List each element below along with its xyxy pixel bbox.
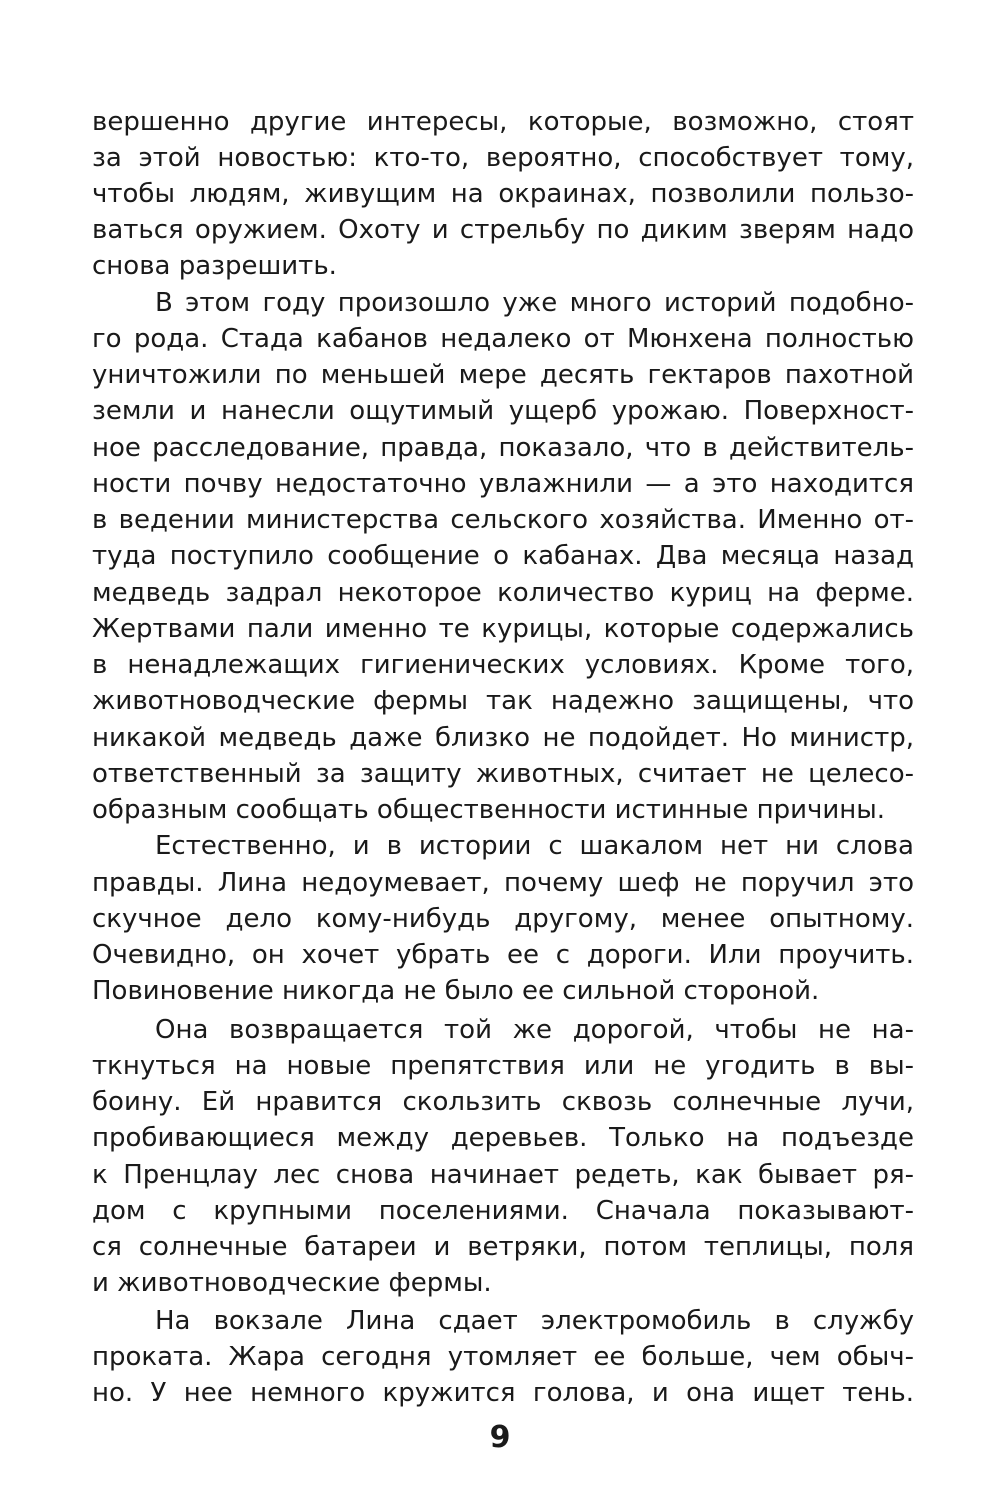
text-line: скучное дело кому-нибудь другому, менее опытному. (92, 904, 914, 934)
paragraph-first-line: На вокзале Лина сдает электромобиль в службу (155, 1306, 914, 1336)
text-line: за этой новостью: кто-то, вероятно, способствует тому, (92, 143, 914, 173)
text-line: земли и нанесли ощутимый ущерб урожаю. Поверхност- (92, 396, 914, 426)
paragraph-first-line: Естественно, и в истории с шакалом нет ни слова (155, 831, 914, 861)
text-line: го рода. Стада кабанов недалеко от Мюнхена полностью (92, 324, 914, 354)
text-line: дом с крупными поселениями. Сначала показывают- (92, 1196, 914, 1226)
text-line: пробивающиеся между деревьев. Только на подъезде (92, 1123, 914, 1153)
text-line: ся солнечные батареи и ветряки, потом теплицы, поля (92, 1232, 914, 1262)
text-line: никакой медведь даже близко не подойдет. Но министр, (92, 723, 914, 753)
text-line: ваться оружием. Охоту и стрельбу по диким зверям надо (92, 215, 914, 245)
text-line: ности почву недостаточно увлажнили — а это находится (92, 469, 914, 499)
text-line: но. У нее немного кружится голова, и она ищет тень. (92, 1378, 914, 1408)
text-line: животноводческие фермы так надежно защищены, что (92, 686, 914, 716)
paragraph-first-line: В этом году произошло уже много историй подобно- (155, 288, 914, 318)
text-line: ответственный за защиту животных, считает не целесо- (92, 759, 914, 789)
text-line: снова разрешить. (92, 251, 337, 281)
text-line: образным сообщать общественности истинные причины. (92, 795, 886, 825)
paragraph-first-line: Она возвращается той же дорогой, чтобы не на- (155, 1015, 914, 1045)
page-number: 9 (489, 1420, 511, 1455)
text-line: в ведении министерства сельского хозяйства. Именно от- (92, 505, 914, 535)
text-line: туда поступило сообщение о кабанах. Два месяца назад (92, 541, 914, 571)
text-line: к Пренцлау лес снова начинает редеть, как бывает ря- (92, 1160, 914, 1190)
text-line: в ненадлежащих гигиенических условиях. Кроме того, (92, 650, 914, 680)
text-line: Повиновение никогда не было ее сильной стороной. (92, 976, 820, 1006)
text-line: ное расследование, правда, показало, что в действитель- (92, 433, 914, 463)
text-line: Очевидно, он хочет убрать ее с дороги. Или проучить. (92, 940, 914, 970)
text-line: чтобы людям, живущим на окраинах, позволили пользо- (92, 179, 914, 209)
text-line: проката. Жара сегодня утомляет ее больше, чем обыч- (92, 1342, 914, 1372)
text-line: Жертвами пали именно те курицы, которые содержались (92, 614, 914, 644)
text-line: медведь задрал некоторое количество куриц на ферме. (92, 578, 914, 608)
text-line: ткнуться на новые препятствия или не угодить в вы- (92, 1051, 914, 1081)
text-line: и животноводческие фермы. (92, 1268, 492, 1298)
text-line: уничтожили по меньшей мере десять гектаров пахотной (92, 360, 914, 390)
text-line: вершенно другие интересы, которые, возможно, стоят (92, 107, 914, 137)
text-line: боину. Ей нравится скользить сквозь солнечные лучи, (92, 1087, 914, 1117)
text-line: правды. Лина недоумевает, почему шеф не поручил это (92, 868, 914, 898)
